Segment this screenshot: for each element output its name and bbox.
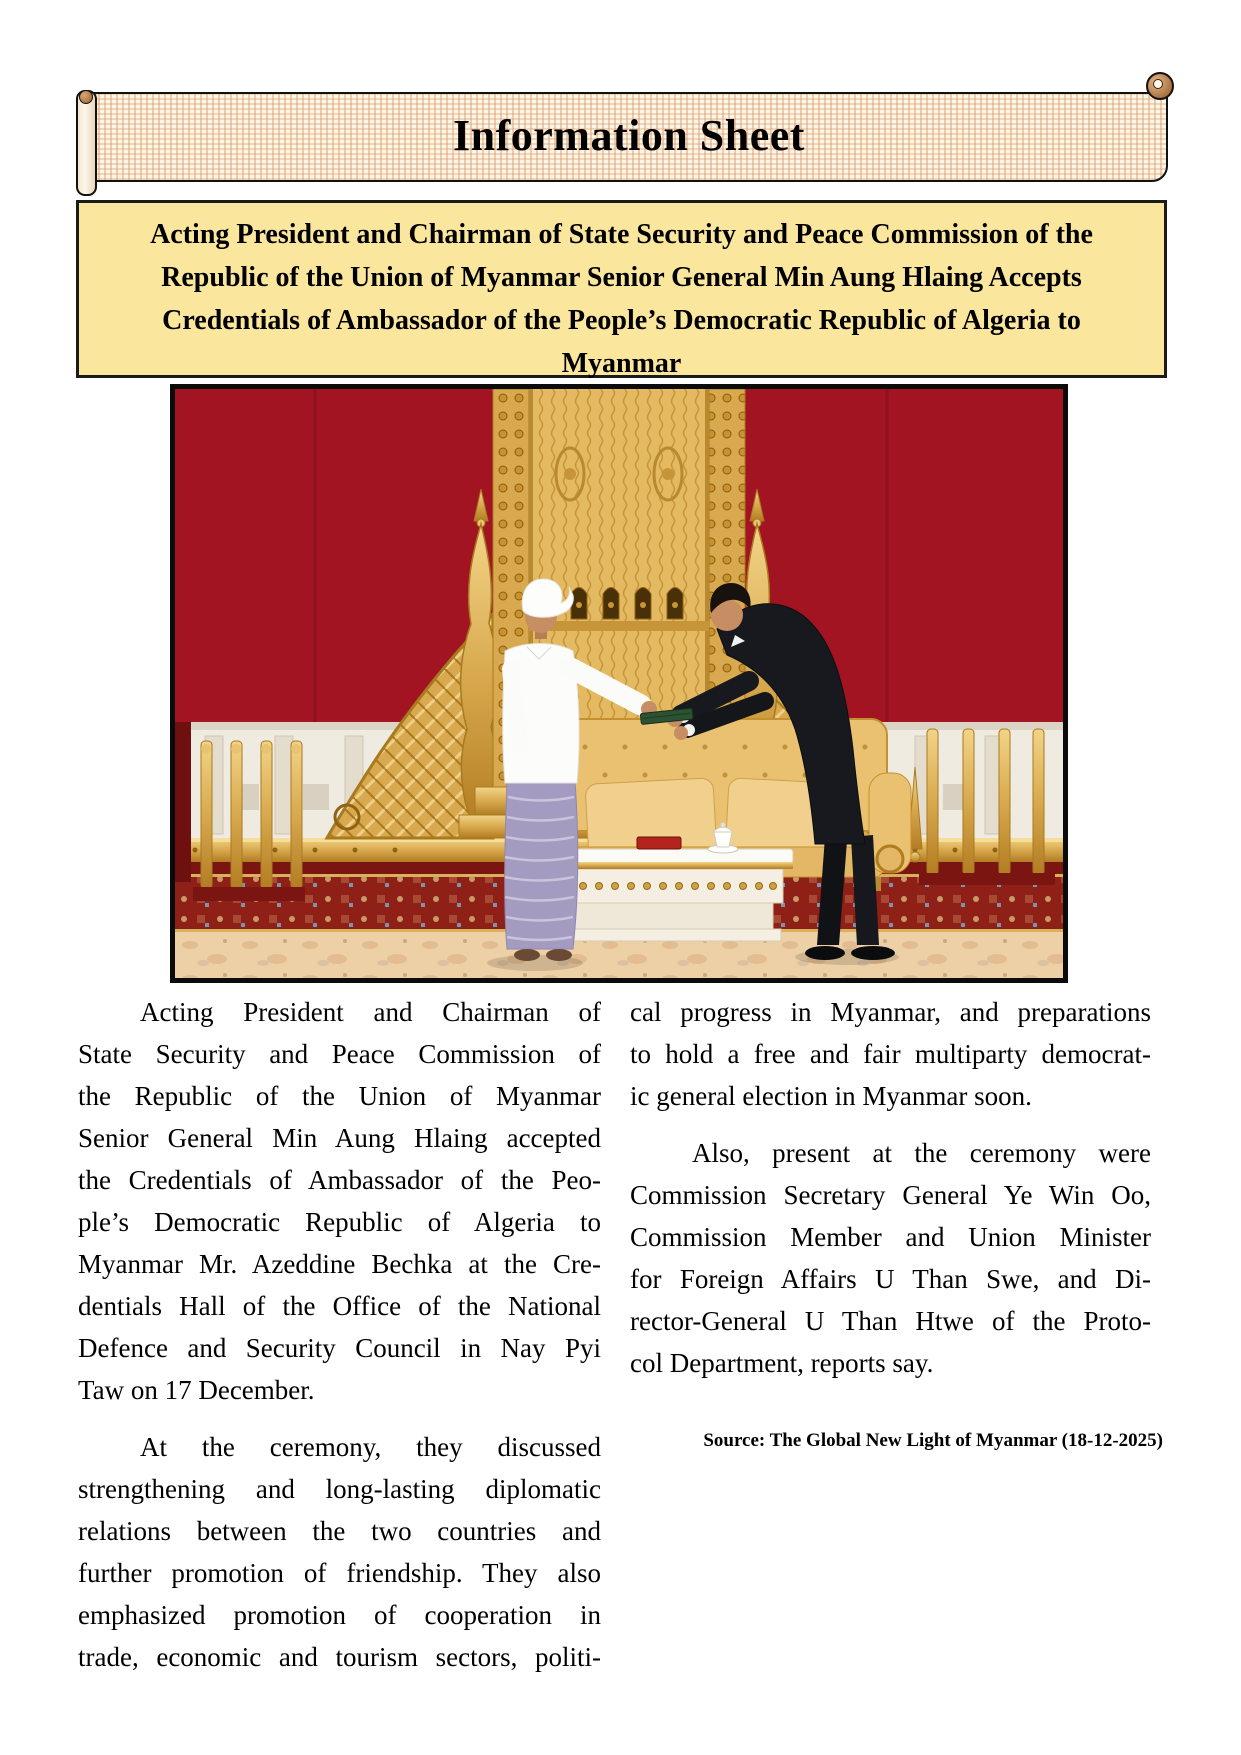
body-text-line: Taw on 17 December. [78,1375,315,1405]
body-text-line: strengthening and long-lasting diplomatic [78,1474,601,1504]
longyi [505,781,578,949]
body-text-line: cal progress in Myanmar, and preparations [630,997,1151,1027]
body-text-line: Senior General Min Aung Hlaing accepted [78,1123,601,1153]
body-text-line: to hold a free and fair multiparty democrat- [630,1039,1151,1069]
body-text-line: Commission Member and Union Minister [630,1222,1151,1252]
paragraph-gap [630,1117,1151,1132]
body-text-line: rector-General U Than Htwe of the Proto- [630,1306,1151,1336]
headline-line: Myanmar [561,348,682,379]
ceremony-photo [170,384,1068,983]
headline-line: Acting President and Chairman of State Security and Peace Commission of the [150,219,1093,250]
page-title: Information Sheet [453,111,805,160]
body-text-line: trade, economic and tourism sectors, politi- [78,1642,601,1672]
body-text-line: ple’s Democratic Republic of Algeria to [78,1207,601,1237]
paragraph-gap [78,1411,601,1426]
paragraph-gap [78,1678,601,1693]
body-text-line: Also, present at the ceremony were [692,1138,1151,1168]
scroll-banner [76,88,1168,192]
body-text-line: the Credentials of Ambassador of the Peo- [78,1165,601,1195]
body-text-line: the Republic of the Union of Myanmar [78,1081,601,1111]
red-book [637,837,681,849]
body-text-line: further promotion of friendship. They also [78,1558,601,1588]
body-text-line: dentials Hall of the Office of the National [78,1291,601,1321]
article-column-right [630,991,1151,1399]
ceremony-photo-illustration [175,389,1063,978]
body-text-line: Defence and Security Council in Nay Pyi [78,1333,601,1363]
article-column-left [78,991,601,1693]
headline-line: Republic of the Union of Myanmar Senior General Min Aung Hlaing Accepts [161,262,1082,293]
body-text-line: Acting President and Chairman of [140,997,601,1027]
body-text-line: ic general election in Myanmar soon. [630,1081,1032,1111]
body-text-line: At the ceremony, they discussed [140,1432,601,1462]
headline-line: Credentials of Ambassador of the People’s Democratic Republic of Algeria to [162,305,1081,336]
body-text-line: for Foreign Affairs U Than Swe, and Di- [630,1264,1151,1294]
body-text-line: emphasized promotion of cooperation in [78,1600,601,1630]
body-text-line: col Department, reports say. [630,1348,934,1378]
scroll-curl-icon [79,90,93,104]
scroll-curl-icon [1146,72,1174,100]
headline-box [76,200,1167,378]
source-attribution: Source: The Global New Light of Myanmar (18-12-2025) [703,1430,1163,1451]
body-text-line: State Security and Peace Commission of [78,1039,601,1069]
body-text-line: Commission Secretary General Ye Win Oo, [630,1180,1151,1210]
body-text-line: relations between the two countries and [78,1516,601,1546]
paragraph-gap [630,1384,1151,1399]
body-text-line: Myanmar Mr. Azeddine Bechka at the Cre- [78,1249,601,1279]
